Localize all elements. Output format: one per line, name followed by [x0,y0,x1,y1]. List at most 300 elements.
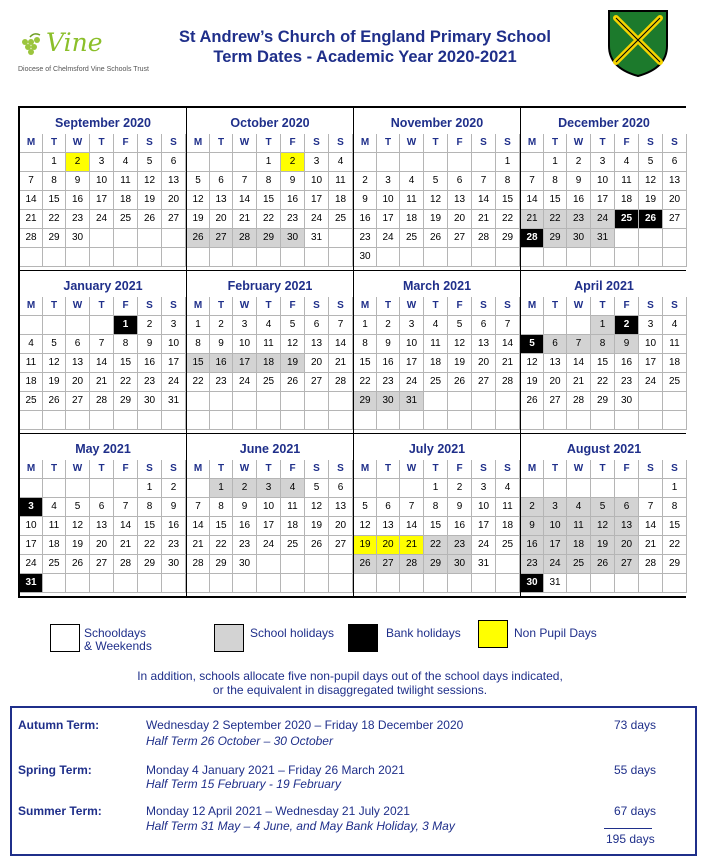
weekday-header: T [377,134,400,153]
weekday-header: W [66,134,90,153]
day-cell: 23 [354,229,377,248]
day-cell: 13 [162,172,186,191]
day-cell: 18 [43,536,66,555]
empty-cell [187,574,210,593]
day-cell: 8 [424,498,448,517]
day-cell: 7 [521,172,544,191]
empty-cell [43,411,66,430]
day-cell: 14 [20,191,43,210]
weekday-header: T [591,297,615,316]
empty-cell [639,411,663,430]
day-cell: 24 [472,536,496,555]
day-cell: 10 [639,335,663,354]
empty-cell [20,248,43,267]
empty-cell [567,479,591,498]
day-cell: 30 [615,392,639,411]
day-cell: 22 [138,536,162,555]
empty-cell [496,248,520,267]
day-cell: 11 [663,335,687,354]
day-cell: 13 [472,335,496,354]
day-cell: 27 [305,373,329,392]
day-cell: 16 [66,191,90,210]
day-cell: 8 [257,172,281,191]
weekday-header: M [20,134,43,153]
day-cell: 3 [233,316,257,335]
day-cell: 15 [210,517,233,536]
month-name: November 2020 [390,116,484,130]
day-cell: 24 [305,210,329,229]
month-name: September 2020 [55,116,151,130]
empty-cell [377,248,400,267]
day-cell: 17 [639,354,663,373]
day-cell: 14 [639,517,663,536]
day-cell: 24 [591,210,615,229]
empty-cell [114,229,138,248]
weekday-header: T [210,297,233,316]
empty-cell [544,411,567,430]
day-cell: 14 [187,517,210,536]
day-cell: 29 [138,555,162,574]
empty-cell [472,411,496,430]
empty-cell [663,248,687,267]
day-cell: 3 [162,316,186,335]
empty-cell [615,411,639,430]
weekday-header: M [187,460,210,479]
empty-cell [424,248,448,267]
day-cell: 25 [43,555,66,574]
term-days: 73 days [614,718,657,732]
empty-cell [329,392,353,411]
day-cell: 11 [329,172,353,191]
empty-cell [162,248,186,267]
day-cell: 4 [329,153,353,172]
day-cell: 27 [448,229,472,248]
day-cell: 20 [448,210,472,229]
empty-cell [615,248,639,267]
empty-cell [210,411,233,430]
empty-cell [591,411,615,430]
day-cell: 4 [257,316,281,335]
weekday-header: S [663,297,687,316]
empty-cell [639,479,663,498]
term-label: Spring Term: [18,763,92,777]
empty-cell [496,574,520,593]
day-cell: 6 [90,498,114,517]
day-cell: 22 [424,536,448,555]
day-cell: 14 [521,191,544,210]
day-cell: 11 [114,172,138,191]
day-cell: 2 [615,316,639,335]
day-cell: 27 [663,210,687,229]
weekday-header: W [66,460,90,479]
empty-cell [448,392,472,411]
weekday-header: F [281,460,305,479]
day-cell: 20 [544,373,567,392]
weekday-header: S [639,460,663,479]
day-cell: 24 [20,555,43,574]
day-cell: 29 [496,229,520,248]
day-cell: 2 [210,316,233,335]
day-cell: 3 [639,316,663,335]
empty-cell [138,229,162,248]
day-cell: 31 [544,574,567,593]
empty-cell [472,153,496,172]
day-cell: 8 [591,335,615,354]
month-name: August 2021 [566,442,642,456]
empty-cell [329,555,353,574]
weekday-header: W [400,297,424,316]
day-cell: 27 [615,555,639,574]
empty-cell [138,411,162,430]
day-cell: 10 [233,335,257,354]
day-cell: 18 [257,354,281,373]
day-cell: 16 [162,517,186,536]
weekday-header: S [472,297,496,316]
empty-cell [66,411,90,430]
day-cell: 11 [281,498,305,517]
weekday-header: F [615,134,639,153]
month-january-2021 [20,271,186,433]
day-cell: 22 [114,373,138,392]
empty-cell [257,574,281,593]
day-cell: 4 [43,498,66,517]
empty-cell [138,574,162,593]
day-cell: 12 [521,354,544,373]
day-cell: 22 [187,373,210,392]
weekday-header: F [448,134,472,153]
day-cell: 11 [567,517,591,536]
weekday-header: T [544,297,567,316]
day-cell: 14 [90,354,114,373]
day-cell: 7 [329,316,353,335]
day-cell: 24 [400,373,424,392]
empty-cell [615,479,639,498]
day-cell: 30 [66,229,90,248]
weekday-header: M [354,297,377,316]
day-cell: 7 [233,172,257,191]
day-cell: 29 [354,392,377,411]
day-cell: 4 [567,498,591,517]
weekday-header: F [281,297,305,316]
empty-cell [233,248,257,267]
day-cell: 31 [591,229,615,248]
day-cell: 25 [567,555,591,574]
empty-cell [567,411,591,430]
empty-cell [544,479,567,498]
day-cell: 1 [210,479,233,498]
weekday-header: S [663,460,687,479]
day-cell: 6 [472,316,496,335]
month-name: June 2021 [239,442,301,456]
day-cell: 21 [233,210,257,229]
day-cell: 14 [233,191,257,210]
day-cell: 23 [210,373,233,392]
empty-cell [329,229,353,248]
month-april-2021 [521,271,687,433]
day-cell: 26 [521,392,544,411]
empty-cell [424,153,448,172]
weekday-header: T [377,297,400,316]
empty-cell [377,479,400,498]
weekday-header: T [90,460,114,479]
empty-cell [424,574,448,593]
day-cell: 17 [305,191,329,210]
day-cell: 30 [138,392,162,411]
weekday-header: S [496,460,520,479]
month-march-2021 [354,271,520,433]
day-cell: 26 [66,555,90,574]
day-cell: 3 [472,479,496,498]
empty-cell [90,479,114,498]
day-cell: 9 [210,335,233,354]
day-cell: 29 [114,392,138,411]
day-cell: 30 [281,229,305,248]
day-cell: 19 [591,536,615,555]
day-cell: 29 [591,392,615,411]
day-cell: 23 [138,373,162,392]
day-cell: 12 [281,335,305,354]
weekday-header: F [615,460,639,479]
day-cell: 17 [257,517,281,536]
weekday-header: S [329,297,353,316]
empty-cell [162,411,186,430]
legend-label-schooldays: Schooldays & Weekends [84,626,152,653]
day-cell: 6 [544,335,567,354]
day-cell: 12 [591,517,615,536]
day-cell: 4 [114,153,138,172]
empty-cell [66,574,90,593]
empty-cell [400,574,424,593]
day-cell: 1 [138,479,162,498]
empty-cell [448,153,472,172]
empty-cell [90,316,114,335]
day-cell: 20 [472,354,496,373]
day-cell: 16 [377,354,400,373]
day-cell: 1 [496,153,520,172]
day-cell: 19 [187,210,210,229]
month-name: October 2020 [230,116,310,130]
day-cell: 31 [305,229,329,248]
weekday-header: M [20,297,43,316]
legend-swatch-schooldays [50,624,80,652]
weekday-header: F [114,460,138,479]
empty-cell [281,411,305,430]
day-cell: 27 [162,210,186,229]
day-cell: 2 [377,316,400,335]
day-cell: 26 [448,373,472,392]
term-summary-box [10,706,697,856]
empty-cell [639,392,663,411]
weekday-header: W [233,297,257,316]
empty-cell [43,316,66,335]
day-cell: 11 [43,517,66,536]
empty-cell [472,574,496,593]
weekday-header: T [424,134,448,153]
day-cell: 15 [354,354,377,373]
term-calendar [18,106,686,598]
day-cell: 17 [472,517,496,536]
month-september-2020 [20,108,186,270]
month-name: March 2021 [402,279,472,293]
day-cell: 8 [114,335,138,354]
day-cell: 27 [66,392,90,411]
empty-cell [305,411,329,430]
day-cell: 21 [496,354,520,373]
empty-cell [496,392,520,411]
legend-swatch-nonpupil [478,620,508,648]
day-cell: 15 [138,517,162,536]
day-cell: 7 [639,498,663,517]
day-cell: 11 [400,191,424,210]
weekday-header: M [187,297,210,316]
day-cell: 16 [233,517,257,536]
empty-cell [187,479,210,498]
term-label: Autumn Term: [18,718,100,732]
day-cell: 9 [377,335,400,354]
day-cell: 6 [210,172,233,191]
day-cell: 22 [663,536,687,555]
day-cell: 30 [521,574,544,593]
day-cell: 27 [544,392,567,411]
empty-cell [329,574,353,593]
day-cell: 5 [43,335,66,354]
weekday-header: F [615,297,639,316]
day-cell: 20 [377,536,400,555]
empty-cell [400,479,424,498]
weekday-header: M [354,134,377,153]
legend-label-nonpupil: Non Pupil Days [514,626,597,640]
school-crest-icon [606,8,670,78]
day-cell: 2 [521,498,544,517]
day-cell: 25 [20,392,43,411]
weekday-header: T [591,134,615,153]
weekday-header: W [567,460,591,479]
day-cell: 7 [400,498,424,517]
day-cell: 22 [544,210,567,229]
weekday-header: F [114,297,138,316]
day-cell: 10 [162,335,186,354]
day-cell: 27 [377,555,400,574]
empty-cell [210,153,233,172]
empty-cell [448,248,472,267]
empty-cell [448,411,472,430]
day-cell: 21 [567,373,591,392]
weekday-header: T [43,460,66,479]
day-cell: 18 [615,191,639,210]
day-cell: 14 [114,517,138,536]
month-name: July 2021 [408,442,466,456]
day-cell: 8 [210,498,233,517]
day-cell: 13 [377,517,400,536]
legend-label-bank: Bank holidays [386,626,461,640]
day-cell: 4 [663,316,687,335]
term-half-term: Half Term 26 October – 30 October [146,734,333,748]
day-cell: 27 [329,536,353,555]
empty-cell [20,153,43,172]
day-cell: 16 [448,517,472,536]
day-cell: 19 [354,536,377,555]
day-cell: 12 [43,354,66,373]
day-cell: 5 [66,498,90,517]
day-cell: 9 [66,172,90,191]
day-cell: 23 [615,373,639,392]
month-name: December 2020 [558,116,650,130]
empty-cell [210,392,233,411]
weekday-header: T [43,297,66,316]
empty-cell [114,411,138,430]
day-cell: 7 [187,498,210,517]
day-cell: 31 [472,555,496,574]
empty-cell [354,153,377,172]
day-cell: 4 [424,316,448,335]
term-dates: Wednesday 2 September 2020 – Friday 18 December 2020 [146,718,464,732]
day-cell: 30 [354,248,377,267]
empty-cell [187,392,210,411]
empty-cell [472,392,496,411]
logo-wordmark: Vine [46,28,103,57]
day-cell: 28 [187,555,210,574]
empty-cell [544,248,567,267]
weekday-header: T [257,134,281,153]
weekday-header: T [257,297,281,316]
day-cell: 17 [90,191,114,210]
weekday-header: W [400,134,424,153]
empty-cell [43,574,66,593]
empty-cell [281,248,305,267]
day-cell: 18 [496,517,520,536]
day-cell: 23 [377,373,400,392]
day-cell: 15 [591,354,615,373]
weekday-header: S [639,134,663,153]
weekday-header: T [591,460,615,479]
day-cell: 18 [114,191,138,210]
day-cell: 7 [567,335,591,354]
weekday-header: S [305,134,329,153]
empty-cell [257,392,281,411]
logo-subtitle: Diocese of Chelmsford Vine Schools Trust [18,66,149,73]
day-cell: 24 [639,373,663,392]
weekday-header: S [472,134,496,153]
day-cell: 14 [567,354,591,373]
empty-cell [305,555,329,574]
day-cell: 12 [305,498,329,517]
term-label: Summer Term: [18,804,102,818]
day-cell: 30 [377,392,400,411]
day-cell: 26 [354,555,377,574]
day-cell: 29 [544,229,567,248]
month-name: May 2021 [75,442,131,456]
weekday-header: S [305,297,329,316]
day-cell: 18 [567,536,591,555]
day-cell: 13 [663,172,687,191]
day-cell: 20 [162,191,186,210]
day-cell: 3 [544,498,567,517]
day-cell: 20 [210,210,233,229]
day-cell: 22 [43,210,66,229]
day-cell: 6 [377,498,400,517]
empty-cell [162,574,186,593]
day-cell: 10 [544,517,567,536]
empty-cell [354,411,377,430]
empty-cell [329,248,353,267]
day-cell: 18 [400,210,424,229]
weekday-header: S [496,297,520,316]
day-cell: 5 [639,153,663,172]
empty-cell [233,392,257,411]
day-cell: 25 [281,536,305,555]
day-cell: 24 [544,555,567,574]
empty-cell [257,248,281,267]
